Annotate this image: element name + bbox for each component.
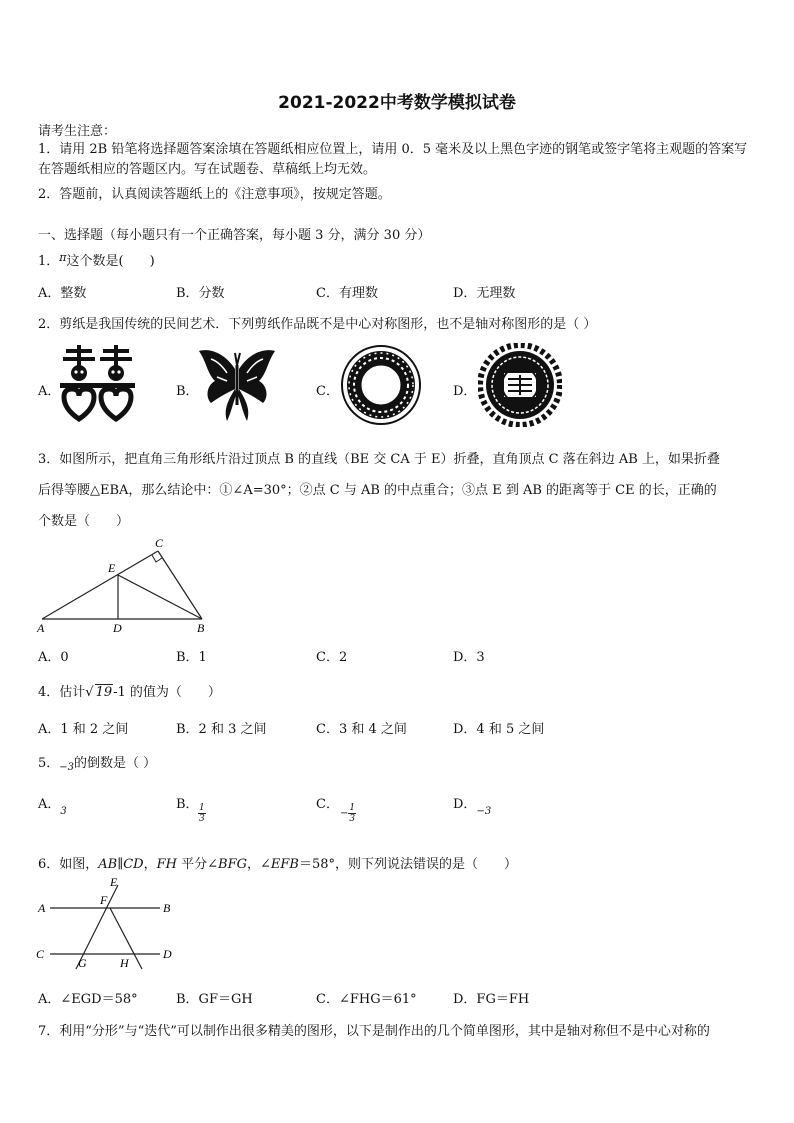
sqrt-sign: √ — [85, 685, 94, 700]
q3-option-c: C．2 — [316, 650, 348, 665]
q5-b-denominator: 3 — [199, 814, 205, 824]
question-3-line-3: 个数是（ ） — [38, 514, 130, 529]
fig3-label-b: B — [197, 621, 205, 635]
q5-option-a-value: 3 — [60, 806, 67, 817]
question-4 — [38, 681, 221, 700]
question-3-line-2: 后得等腰△EBA，那么结论中：①∠A=30°；②点 C 与 AB 的中点重合；③点 E 到 AB 的距离等于 CE 的长，正确的 — [38, 483, 717, 498]
q4-suffix: -1 的值为（ ） — [113, 685, 221, 700]
fig3-label-d: D — [113, 621, 122, 635]
parallel-lines-figure — [30, 873, 190, 973]
q4-option-b: B．2 和 3 之间 — [176, 722, 267, 737]
question-6 — [38, 853, 517, 872]
q6-part-2: ， — [143, 857, 157, 872]
q1-option-c: C．有理数 — [316, 286, 378, 301]
triangle-fold-figure — [30, 535, 215, 635]
notice-item-1: 1．请用 2B 铅笔将选择题答案涂填在答题纸相应位置上，请用 0．5 毫米及以上黑色字迹的钢笔或签字笔将主观题的答案写在答题纸相应的答题区内。写在试题卷、草稿纸上均无效。 — [38, 142, 748, 177]
notice-heading: 请考生注意： — [38, 124, 117, 139]
q6-part-3: 平分 — [176, 857, 208, 872]
q5-option-d-value: −3 — [476, 806, 492, 817]
q2-label-a: A． — [38, 384, 61, 399]
q5-option-d-label: D． — [453, 797, 477, 812]
q1-option-a: A．整数 — [38, 286, 87, 301]
pi-symbol: π — [59, 251, 67, 264]
fig6-label-a: A — [38, 901, 46, 915]
fig6-label-e: E — [110, 875, 118, 889]
fig6-label-b: B — [163, 901, 171, 915]
q5-option-a — [38, 793, 67, 817]
q6-option-a: A．∠EGD＝58° — [38, 992, 138, 1007]
q3-option-a: A．0 — [38, 650, 69, 665]
q5-c-numerator: 1 — [349, 803, 356, 813]
q2-label-d: D． — [453, 384, 477, 399]
q1-option-d: D．无理数 — [453, 286, 516, 301]
fig3-label-e: E — [108, 561, 116, 575]
fig6-label-g: G — [78, 956, 87, 970]
q5-prefix: 5． — [38, 756, 60, 771]
q5-option-b — [176, 793, 199, 812]
q5-option-a-label: A． — [38, 797, 61, 812]
question-5 — [38, 752, 156, 773]
ring-pattern-papercut-image — [340, 344, 422, 426]
q5-c-denominator: 3 — [349, 814, 356, 824]
q4-option-c: C．3 和 4 之间 — [316, 722, 407, 737]
q4-radicand: 19 — [95, 685, 113, 700]
fig6-label-h: H — [120, 956, 129, 970]
question-3-line-1: 3．如图所示，把直角三角形纸片沿过顶点 B 的直线（BE 交 CA 于 E）折叠，直角顶点 C 落在斜边 AB 上，如果折叠 — [38, 452, 720, 467]
q5-text: 的倒数是（ ） — [74, 756, 157, 771]
q4-option-a: A．1 和 2 之间 — [38, 722, 129, 737]
section-heading: 一、选择题（每小题只有一个正确答案，每小题 3 分，满分 30 分） — [38, 228, 431, 243]
fig6-label-f: F — [100, 893, 108, 907]
question-2: 2．剪纸是我国传统的民间艺术．下列剪纸作品既不是中心对称图形，也不是轴对称图形的是（ ） — [38, 317, 597, 332]
q6-angle-efb: ∠EFB — [260, 857, 299, 872]
question-1 — [38, 250, 155, 269]
q5-expression: −3 — [59, 762, 75, 773]
q1-text: 这个数是( ) — [66, 254, 155, 269]
fig6-label-c: C — [36, 947, 45, 961]
q6-option-c: C．∠FHG＝61° — [316, 992, 417, 1007]
q5-option-c-label: C． — [316, 797, 339, 812]
q6-parallel: AB∥CD — [98, 857, 144, 872]
q4-prefix: 4．估计 — [38, 685, 86, 700]
q5-option-d — [453, 793, 491, 817]
q6-option-d: D．FG＝FH — [453, 992, 530, 1007]
q5-option-c — [316, 793, 339, 812]
question-7: 7．利用“分形”与“迭代”可以制作出很多精美的图形，以下是制作出的几个简单图形，其中是轴对称但不是中心对称的 — [38, 1024, 710, 1039]
q2-label-c: C． — [316, 384, 339, 399]
q1-option-b: B．分数 — [176, 286, 225, 301]
q2-label-b: B． — [176, 384, 199, 399]
fig3-label-c: C — [155, 536, 164, 550]
q6-fh: FH — [156, 857, 177, 872]
q6-angle-bfg: ∠BFG — [207, 857, 247, 872]
q3-option-d: D．3 — [453, 650, 485, 665]
notice-item-2: 2．答题前，认真阅读答题纸上的《注意事项》，按规定答题。 — [38, 187, 391, 202]
q4-option-d: D．4 和 5 之间 — [453, 722, 545, 737]
page-title: 2021-2022中考数学模拟试卷 — [278, 93, 516, 113]
fig6-label-d: D — [163, 947, 172, 961]
q5-option-b-label: B． — [176, 797, 199, 812]
q3-option-b: B．1 — [176, 650, 207, 665]
butterfly-papercut-image — [197, 345, 277, 425]
q6-part-4: ， — [246, 857, 260, 872]
gear-pattern-papercut-image — [478, 343, 562, 427]
q5-option-c-fraction — [340, 803, 356, 824]
q5-option-b-fraction — [198, 803, 206, 824]
q5-b-numerator: 1 — [199, 803, 205, 813]
double-happiness-papercut-image — [60, 345, 135, 425]
fig3-label-a: A — [37, 621, 45, 635]
q6-part-5: ＝58°，则下列说法错误的是（ ） — [298, 857, 518, 872]
q5-c-sign: − — [340, 808, 349, 819]
q6-part-1: 6．如图， — [38, 857, 99, 872]
q1-number: 1． — [38, 254, 60, 269]
q6-option-b: B．GF＝GH — [176, 992, 253, 1007]
